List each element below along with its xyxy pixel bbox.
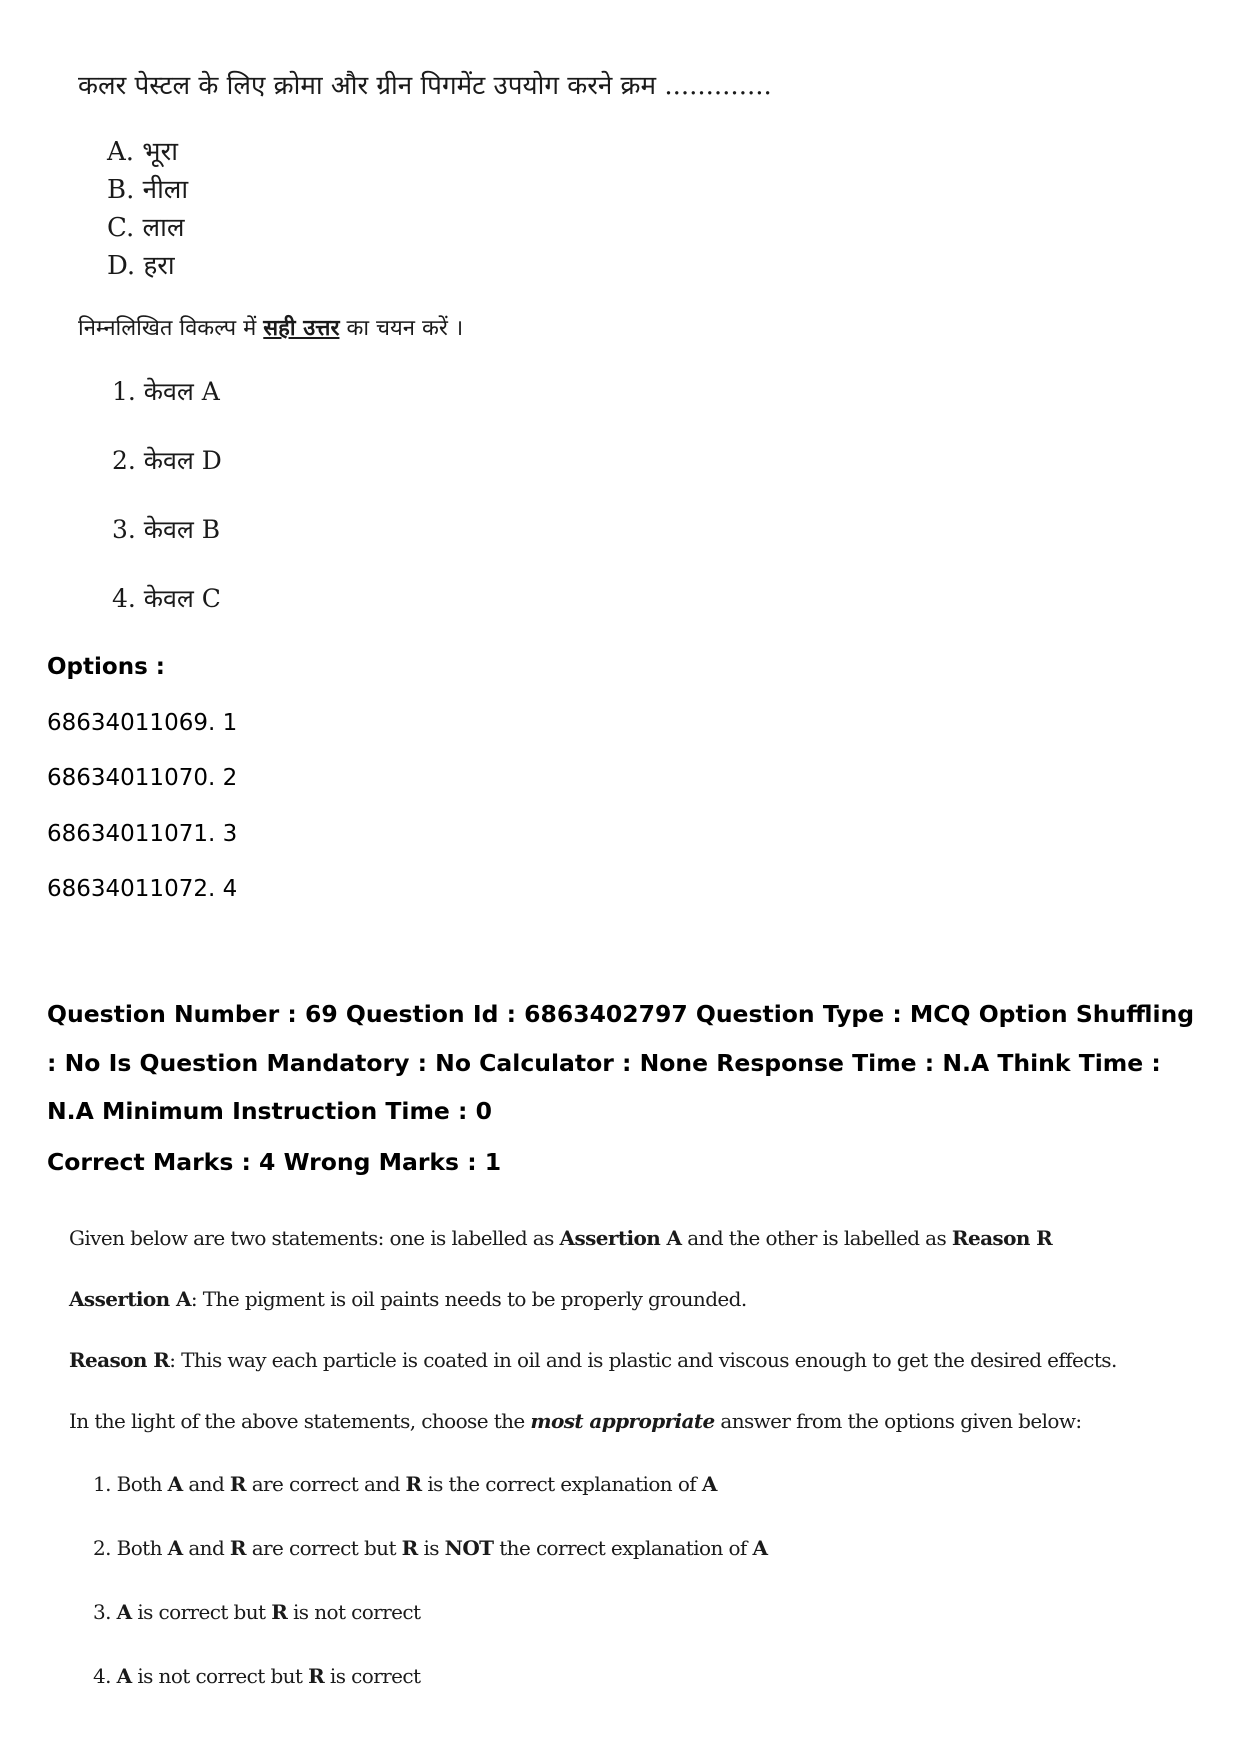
choice-text: are correct and <box>245 1472 406 1496</box>
choice-text: is <box>417 1536 445 1560</box>
intro-text: Given below are two statements: one is labelled as <box>69 1226 560 1250</box>
choice-text: is correct <box>324 1664 421 1688</box>
choice-bold: R <box>405 1472 422 1496</box>
prompt-text: In the light of the above statements, choose the <box>69 1409 531 1433</box>
question-68-item-c: C. लाल <box>107 213 185 243</box>
choice-text: 4. <box>93 1664 117 1688</box>
choice-bold: R <box>229 1472 246 1496</box>
choice-text: 3. <box>93 1600 117 1624</box>
question-68-stem: कलर पेस्टल के लिए क्रोमा और ग्रीन पिगमेंट उपयोग करने क्रम ............. <box>78 71 772 101</box>
reason-label: Reason R <box>69 1348 170 1372</box>
question-68-item-d: D. हरा <box>107 251 175 281</box>
question-69-assertion <box>69 1287 747 1311</box>
reason-text: : This way each particle is coated in oil and is plastic and viscous enough to get the desired effects. <box>169 1348 1117 1372</box>
instruction-text: निम्नलिखित विकल्प में <box>78 316 264 341</box>
assertion-text: : The pigment is oil paints needs to be properly grounded. <box>190 1287 747 1311</box>
intro-text-2: and the other is labelled as <box>681 1226 952 1250</box>
question-69-choice-1 <box>93 1472 717 1496</box>
question-68-instruction <box>78 312 463 342</box>
choice-text: 1. Both <box>93 1472 168 1496</box>
choice-bold: A <box>167 1536 183 1560</box>
choice-text: is not correct <box>287 1600 421 1624</box>
question-68-choice-1: 1. केवल A <box>112 377 220 406</box>
choice-text: 2. Both <box>93 1536 168 1560</box>
question-69-intro <box>69 1226 1052 1250</box>
choice-text: are correct but <box>245 1536 402 1560</box>
choice-bold: A <box>167 1472 183 1496</box>
prompt-emphasis: most appropriate <box>530 1409 715 1433</box>
question-69-choice-4 <box>93 1664 420 1688</box>
option-line-4: 68634011072. 4 <box>47 876 238 902</box>
choice-text: is not correct but <box>131 1664 309 1688</box>
choice-bold: A <box>116 1600 132 1624</box>
choice-bold: A <box>701 1472 717 1496</box>
intro-reason-label: Reason R <box>951 1226 1053 1250</box>
question-68-item-a: A. भूरा <box>107 137 178 167</box>
choice-bold: A <box>116 1664 132 1688</box>
choice-text: and <box>182 1536 230 1560</box>
assertion-label: Assertion A <box>69 1287 191 1311</box>
question-68-item-b: B. नीला <box>107 175 189 205</box>
instruction-text-end: का चयन करें । <box>339 316 464 341</box>
choice-bold: R <box>401 1536 418 1560</box>
option-line-2: 68634011070. 2 <box>47 765 238 791</box>
choice-bold: R <box>229 1536 246 1560</box>
question-68-choice-4: 4. केवल C <box>112 584 221 613</box>
question-69-marks: Correct Marks : 4 Wrong Marks : 1 <box>47 1148 502 1176</box>
option-line-1: 68634011069. 1 <box>47 710 238 736</box>
question-69-choice-2 <box>93 1536 767 1560</box>
intro-assertion-label: Assertion A <box>559 1226 682 1250</box>
choice-bold: A <box>752 1536 768 1560</box>
instruction-emphasis: सही उत्तर <box>263 316 340 341</box>
choice-text: is correct but <box>131 1600 272 1624</box>
question-69-choice-3 <box>93 1600 420 1624</box>
question-69-details: Question Number : 69 Question Id : 6863402797 Question Type : MCQ Option Shuffling : No Is Question Mandatory : No Calculator : None Response Time : N.A Think Time : N.A Minimum Instruction Time : 0 <box>47 1000 1195 1125</box>
question-69-reason <box>69 1348 1117 1372</box>
choice-text: the correct explanation of <box>493 1536 753 1560</box>
choice-text: is the correct explanation of <box>421 1472 702 1496</box>
choice-text: and <box>182 1472 230 1496</box>
choice-bold: R <box>308 1664 325 1688</box>
choice-bold: NOT <box>444 1536 494 1560</box>
prompt-text-2: answer from the options given below: <box>714 1409 1082 1433</box>
options-heading: Options : <box>47 654 165 680</box>
choice-bold: R <box>271 1600 288 1624</box>
question-68-choice-2: 2. केवल D <box>112 446 222 475</box>
question-68-choice-3: 3. केवल B <box>112 515 221 544</box>
option-line-3: 68634011071. 3 <box>47 821 238 847</box>
question-69-prompt <box>69 1409 1082 1433</box>
